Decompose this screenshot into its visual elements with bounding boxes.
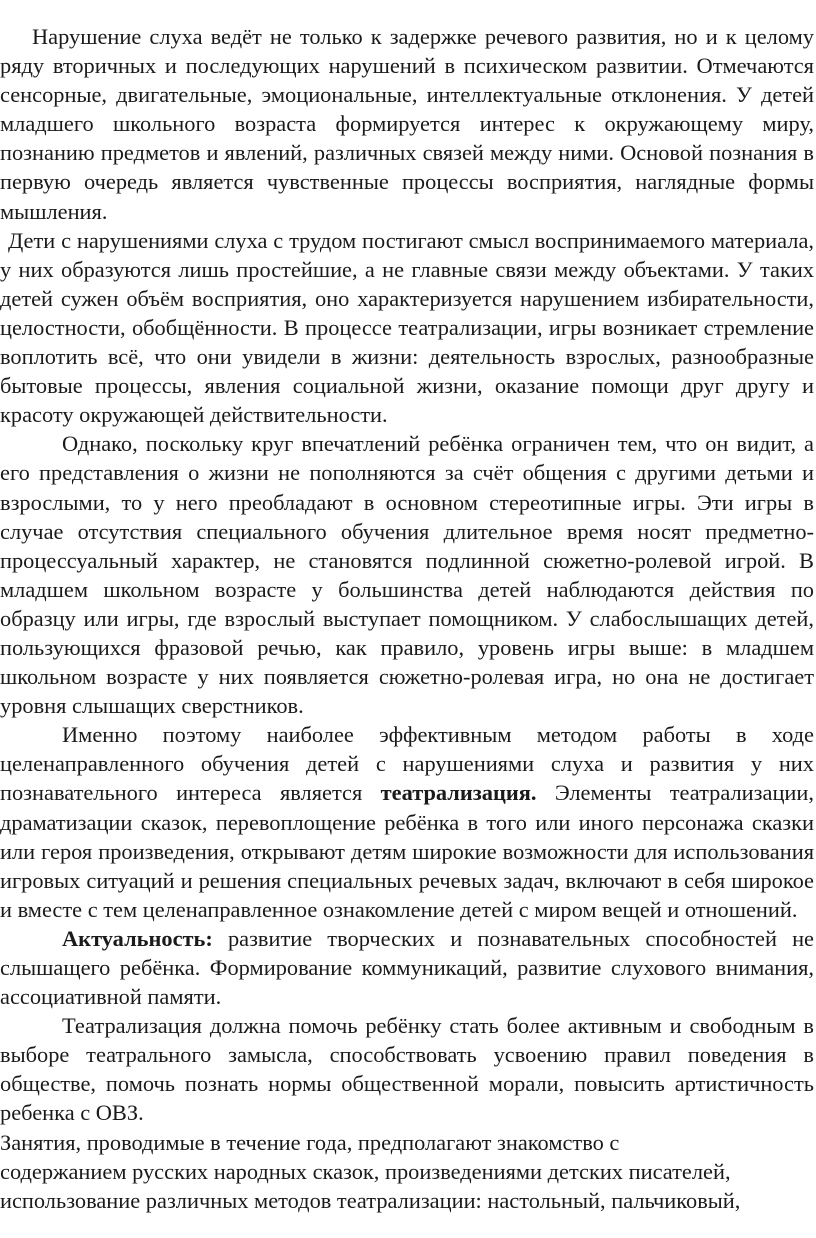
paragraph-theatricalization-method [0, 720, 814, 924]
paragraph-children-with-hearing-loss: Дети с нарушениями слуха с трудом постигают смысл воспринимаемого материала, у них образуются лишь простейшие, а не главные связи между объектами. У таких детей сужен объём восприятия, оно характеризуется нарушением избирательности, целостности, обобщённости. В процессе театрализации, игры возникает стремление воплотить всё, что они увидели в жизни: деятельность взрослых, разнообразные бытовые процессы, явления социальной жизни, оказание помощи друг другу и красоту окружающей действительности. [0, 227, 814, 428]
lessons-line-2: содержанием русских народных сказок, произведениями детских писателей, [0, 1158, 731, 1184]
p4-text-after: Элементы театрализации, драматизации сказок, перевоплощение ребёнка в того или иного персонажа сказки или героя произведения, открывают детям широкие возможности для использования игровых ситуаций и решения специальных речевых задач, включают в себя широкое и вместе с тем целенаправленное ознакомление детей с миром вещей и отношений. [0, 780, 814, 922]
document-page [0, 22, 814, 1215]
lessons-line-1: Занятия, проводимые в течение года, предполагают знакомство с [0, 1129, 620, 1155]
p4-text-before: Именно поэтому наиболее эффективным методом работы в ходе целенаправленного обучения детей с нарушениями слуха и развития у них познавательного интереса является [0, 722, 814, 806]
relevance-text: развитие творческих и познавательных способностей не слышащего ребёнка. Формирование коммуникаций, развитие слухового внимания, ассоциативной памяти. [0, 925, 814, 1010]
lessons-line-3: использование различных методов театрализации: настольный, пальчиковый, [0, 1187, 741, 1213]
paragraph-lessons [0, 1128, 814, 1215]
relevance-heading: Актуальность: [62, 925, 213, 951]
paragraph-goals: Театрализация должна помочь ребёнку стать более активным и свободным в выборе театрального замысла, способствовать усвоению правил поведения в обществе, помочь познать нормы общественной морали, повысить артистичность ребенка с ОВЗ. [0, 1013, 814, 1126]
paragraph-hearing-impairment: Нарушение слуха ведёт не только к задержке речевого развития, но и к целому ряду вторичных и последующих нарушений в психическом развитии. Отмечаются сенсорные, двигательные, эмоциональные, интеллектуальные отклонения. У детей младшего школьного возраста формируется интерес к окружающему миру, познанию предметов и явлений, различных связей между ними. Основой познания в первую очередь является чувственные процессы восприятия, наглядные формы мышления. [0, 24, 814, 224]
p4-bold-term: театрализация. [380, 780, 537, 806]
paragraph-relevance [0, 924, 814, 1011]
paragraph-however: Однако, поскольку круг впечатлений ребёнка ограничен тем, что он видит, а его представления о жизни не пополняются за счёт общения с другими детьми и взрослыми, то у него преобладают в основном стереотипные игры. Эти игры в случае отсутствия специального обучения длительное время носят предметно-процессуальный характер, не становятся подлинной сюжетно-ролевой игрой. В младшем школьном возрасте у большинства детей наблюдаются действия по образцу или игры, где взрослый выступает помощником. У слабослышащих детей, пользующихся фразовой речью, как правило, уровень игры выше: в младшем школьном возрасте у них появляется сюжетно-ролевая игра, но она не достигает уровня слышащих сверстников. [0, 431, 814, 719]
